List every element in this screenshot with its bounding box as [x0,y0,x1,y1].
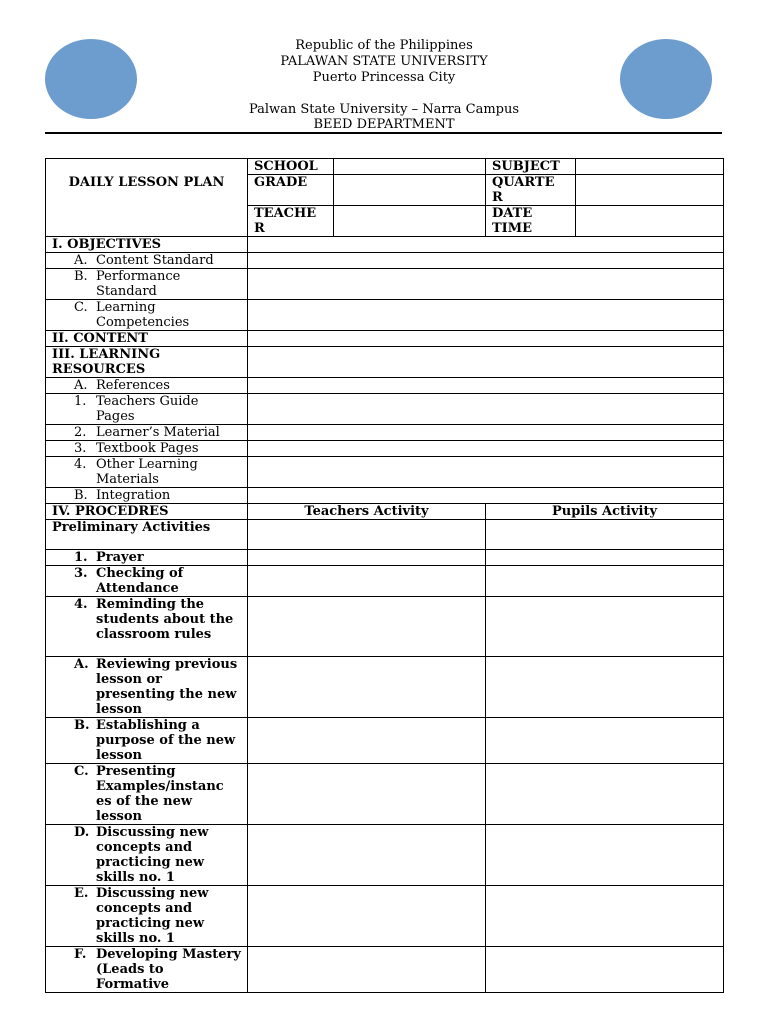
header-divider [45,132,722,134]
header-campus: Palwan State University – Narra Campus [248,102,520,117]
performance-standard-label: B. Performance Standard [46,269,248,300]
learning-resources-field[interactable] [248,347,724,378]
pupils-activity-cell[interactable] [486,718,724,764]
pupils-activity-cell[interactable] [486,520,724,550]
teachers-activity-cell[interactable] [248,764,486,825]
teachers-activity-cell[interactable] [248,566,486,597]
header-city: Puerto Princessa City [312,70,456,85]
teachers-guide-label: 1. Teachers Guide Pages [46,394,248,425]
procedures-heading: IV. PROCEDRES [46,504,248,520]
textbook-pages-label: 3. Textbook Pages [46,441,248,457]
header-university: PALAWAN STATE UNIVERSITY [280,54,488,69]
discussing-concepts-d-label: D. Discussing new concepts and practicing new skills no. 1 [46,825,248,886]
integration-label: B. Integration [46,488,248,504]
teachers-activity-cell[interactable] [248,947,486,993]
developing-mastery-label: F. Developing Mastery (Leads to Formative [46,947,248,993]
references-field[interactable] [248,378,724,394]
establishing-purpose-label: B. Establishing a purpose of the new lesson [46,718,248,764]
lesson-plan-table [45,158,724,993]
teachers-activity-cell[interactable] [248,657,486,718]
subject-field[interactable] [576,159,724,175]
textbook-pages-field[interactable] [248,441,724,457]
content-standard-field[interactable] [248,253,724,269]
discussing-concepts-e-label: E. Discussing new concepts and practicing new skills no. 1 [46,886,248,947]
lesson-plan-title: DAILY LESSON PLAN [46,159,248,237]
presenting-examples-label: C. Presenting Examples/instanc es of the new lesson [46,764,248,825]
header-department: BEED DEPARTMENT [313,117,455,132]
header-republic: Republic of the Philippines [295,38,473,53]
pupils-activity-cell[interactable] [486,597,724,657]
grade-label: GRADE [248,175,334,206]
quarter-field[interactable] [576,175,724,206]
pupils-activity-header: Pupils Activity [486,504,724,520]
other-materials-field[interactable] [248,457,724,488]
pupils-activity-cell[interactable] [486,550,724,566]
pupils-activity-cell[interactable] [486,886,724,947]
preliminary-activities-label: Preliminary Activities [46,520,248,550]
performance-standard-field[interactable] [248,269,724,300]
school-field[interactable] [334,159,486,175]
teachers-activity-cell[interactable] [248,718,486,764]
teachers-activity-cell[interactable] [248,550,486,566]
other-materials-label: 4. Other Learning Materials [46,457,248,488]
pupils-activity-cell[interactable] [486,657,724,718]
quarter-label: QUARTE R [486,175,576,206]
teachers-activity-cell[interactable] [248,520,486,550]
prayer-label: 1. Prayer [46,550,248,566]
learning-competencies-field[interactable] [248,300,724,331]
teachers-activity-cell[interactable] [248,886,486,947]
teachers-activity-header: Teachers Activity [248,504,486,520]
subject-label: SUBJECT [486,159,576,175]
pupils-activity-cell[interactable] [486,947,724,993]
checking-attendance-label: 3. Checking of Attendance [46,566,248,597]
learning-resources-heading: III. LEARNING RESOURCES [46,347,248,378]
classroom-rules-label: 4. Reminding the students about the classroom rules [46,597,248,657]
teachers-activity-cell[interactable] [248,825,486,886]
content-heading: II. CONTENT [46,331,248,347]
learners-material-field[interactable] [248,425,724,441]
pupils-activity-cell[interactable] [486,566,724,597]
reviewing-lesson-label: A. Reviewing previous lesson or presenting the new lesson [46,657,248,718]
grade-field[interactable] [334,175,486,206]
learners-material-label: 2. Learner’s Material [46,425,248,441]
content-field[interactable] [248,331,724,347]
date-time-field[interactable] [576,206,724,237]
references-label: A. References [46,378,248,394]
content-standard-label: A. Content Standard [46,253,248,269]
objectives-heading: I. OBJECTIVES [46,237,248,253]
teacher-label: TEACHE R [248,206,334,237]
teacher-field[interactable] [334,206,486,237]
objectives-field[interactable] [248,237,724,253]
date-time-label: DATE TIME [486,206,576,237]
integration-field[interactable] [248,488,724,504]
learning-competencies-label: C. Learning Competencies [46,300,248,331]
school-label: SCHOOL [248,159,334,175]
pupils-activity-cell[interactable] [486,764,724,825]
teachers-activity-cell[interactable] [248,597,486,657]
teachers-guide-field[interactable] [248,394,724,425]
pupils-activity-cell[interactable] [486,825,724,886]
